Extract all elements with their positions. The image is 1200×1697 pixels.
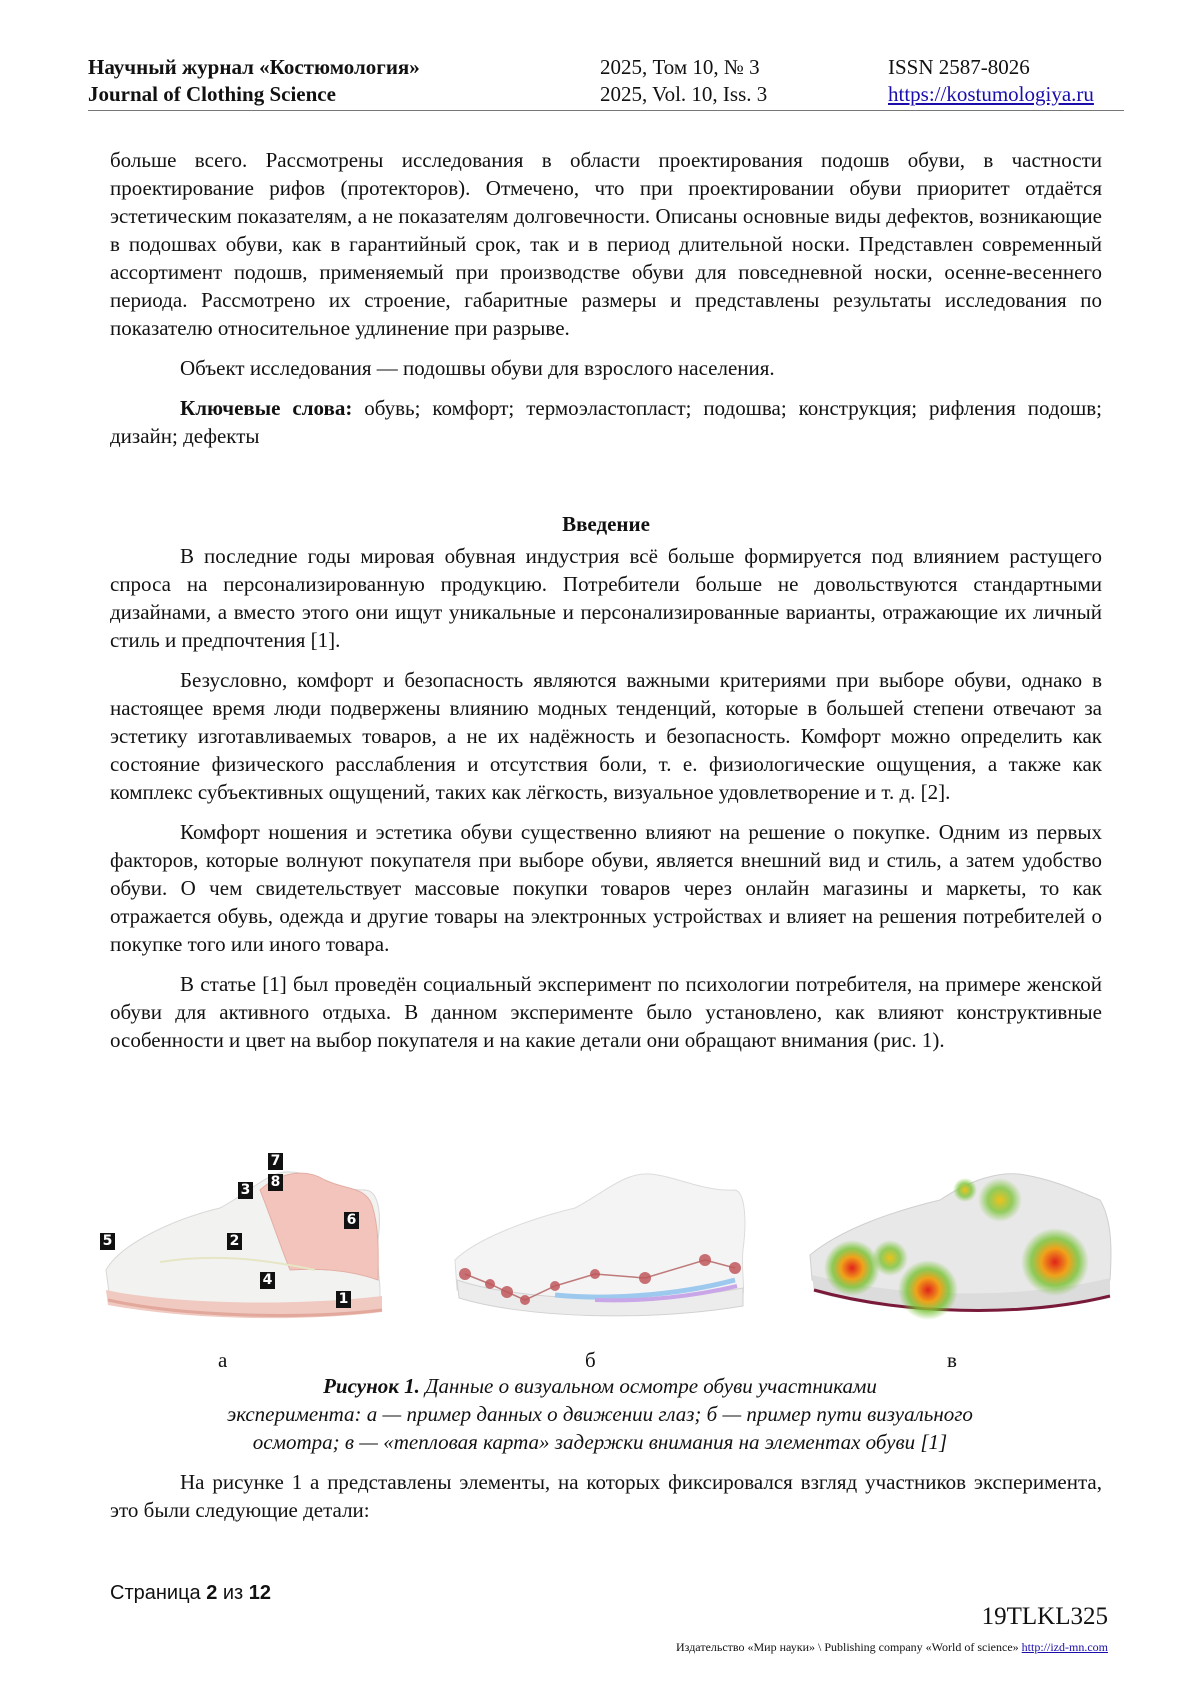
keywords (110, 394, 1102, 450)
keywords-text: обувь; комфорт; термоэластопласт; подошва; конструкция; рифления подошв; дизайн; дефекты (110, 396, 1102, 448)
sneaker-illustration-a (100, 1150, 420, 1330)
marker-2: 2 (227, 1233, 242, 1250)
page-mid: из (217, 1582, 249, 1604)
header-issue (600, 54, 767, 108)
subfigure-label-a: а (218, 1348, 228, 1372)
shoe-image-heatmap (800, 1150, 1120, 1330)
journal-title-ru: Научный журнал «Костюмология» (88, 55, 420, 79)
issue-en: 2025, Vol. 10, Iss. 3 (600, 82, 768, 106)
article-code: 19TLKL325 (981, 1603, 1108, 1630)
intro-paragraph-3: Комфорт ношения и эстетика обуви существенно влияют на решение о покупке. Одним из первых факторов, которые волнуют покупателя при выборе обуви, является внешний вид и стиль, а затем удобство обуви. О чем свидетельствует массовые покупки товаров через онлайн магазины и маркеты, то как отражается обувь, одежда и другие товары на электронных устройствах и влияет на решения потребителей о покупке того или иного товара. (110, 820, 1102, 956)
figure-caption (150, 1372, 1050, 1456)
page-prefix: Страница (110, 1582, 207, 1604)
subfigure-label-b: б (585, 1348, 596, 1372)
marker-5: 5 (100, 1233, 115, 1250)
intro-paragraph-4: В статье [1] был проведён социальный эксперимент по психологии потребителя, на примере женской обуви для активного отдыха. В данном эксперименте было установлено, как влияют конструктивные особенности и цвет на выбор покупателя и на какие детали они обращают внимания (рис. 1). (110, 972, 1102, 1052)
marker-4: 4 (260, 1272, 275, 1289)
sneaker-illustration-b (445, 1150, 765, 1330)
abstract-continuation: больше всего. Рассмотрены исследования в области проектирования подошв обуви, в частности проектирование рифов (протекторов). Отмечено, что при проектировании обуви приоритет отдаётся эстетическим показателям, а не показателям долговечности. Описаны основные виды дефектов, возникающие в подошвах обуви, как в гарантийный срок, так и в период длительной носки. Представлен современный ассортимент подошв, применяемый при производстве обуви для повседневной носки, осенне-весеннего периода. Рассмотрено их строение, габаритные размеры и представлены результаты исследования по показателю относительное удлинение при разрыве. (110, 148, 1102, 340)
publisher-line (676, 1640, 1108, 1655)
page-number (110, 1582, 271, 1605)
marker-8: 8 (268, 1174, 283, 1191)
header-journal (88, 54, 420, 108)
article-body (110, 146, 1102, 1066)
shoe-image-eye-movement (100, 1150, 420, 1330)
intro-paragraph-2: Безусловно, комфорт и безопасность являются важными критериями при выборе обуви, однако в настоящее время люди подвержены влиянию модных тенденций, которые в большей степени отвечают за эстетику изготавливаемых товаров, а не их надёжность и безопасность. Комфорт можно определить как состояние физического расслабления и отсутствия боли, т. е. физиологические ощущения, а также как комплекс субъективных ощущений, таких как лёгкость, визуальное удовлетворение и т. д. [2]. (110, 668, 1102, 804)
publisher-link[interactable]: http://izd-mn.com (1021, 1640, 1108, 1654)
sneaker-illustration-c (800, 1150, 1120, 1330)
publisher-text: Издательство «Мир науки» \ Publishing company «World of science» (676, 1640, 1022, 1654)
paragraph-after-figure: На рисунке 1 а представлены элементы, на которых фиксировался взгляд участников эксперимента, это были следующие детали: (110, 1470, 1102, 1522)
keywords-label: Ключевые слова: (180, 396, 353, 420)
caption-label: Рисунок 1. (323, 1374, 420, 1398)
marker-1: 1 (336, 1291, 351, 1308)
issn: ISSN 2587-8026 (888, 55, 1030, 79)
header-issn (888, 54, 1094, 108)
issue-ru: 2025, Том 10, № 3 (600, 55, 760, 79)
section-title: Введение (562, 512, 650, 536)
caption-line-2: эксперимента: а — пример данных о движении глаз; б — пример пути визуального (227, 1402, 973, 1426)
caption-line-1: Данные о визуальном осмотре обуви участниками (419, 1374, 877, 1398)
caption-line-3: осмотра; в — «тепловая карта» задержки внимания на элементах обуви [1] (252, 1430, 948, 1454)
intro-paragraph-1: В последние годы мировая обувная индустрия всё больше формируется под влиянием растущего спроса на персонализированную продукцию. Потребители больше не довольствуются стандартными дизайнами, а вместо этого они ищут уникальные и персонализированные варианты, отражающие их личный стиль и предпочтения [1]. (110, 544, 1102, 652)
page-header (88, 54, 1124, 111)
subfigure-label-c: в (947, 1348, 957, 1372)
research-object: Объект исследования — подошвы обуви для взрослого населения. (180, 356, 775, 380)
shoe-image-gaze-path (445, 1150, 765, 1330)
marker-3: 3 (238, 1182, 253, 1199)
marker-7: 7 (268, 1153, 283, 1170)
marker-6: 6 (344, 1212, 359, 1229)
journal-title-en: Journal of Clothing Science (88, 82, 336, 106)
journal-url-link[interactable]: https://kostumologiya.ru (888, 82, 1094, 106)
page-total: 12 (248, 1582, 272, 1604)
figure-1 (100, 1150, 1110, 1380)
page-current: 2 (206, 1582, 218, 1604)
